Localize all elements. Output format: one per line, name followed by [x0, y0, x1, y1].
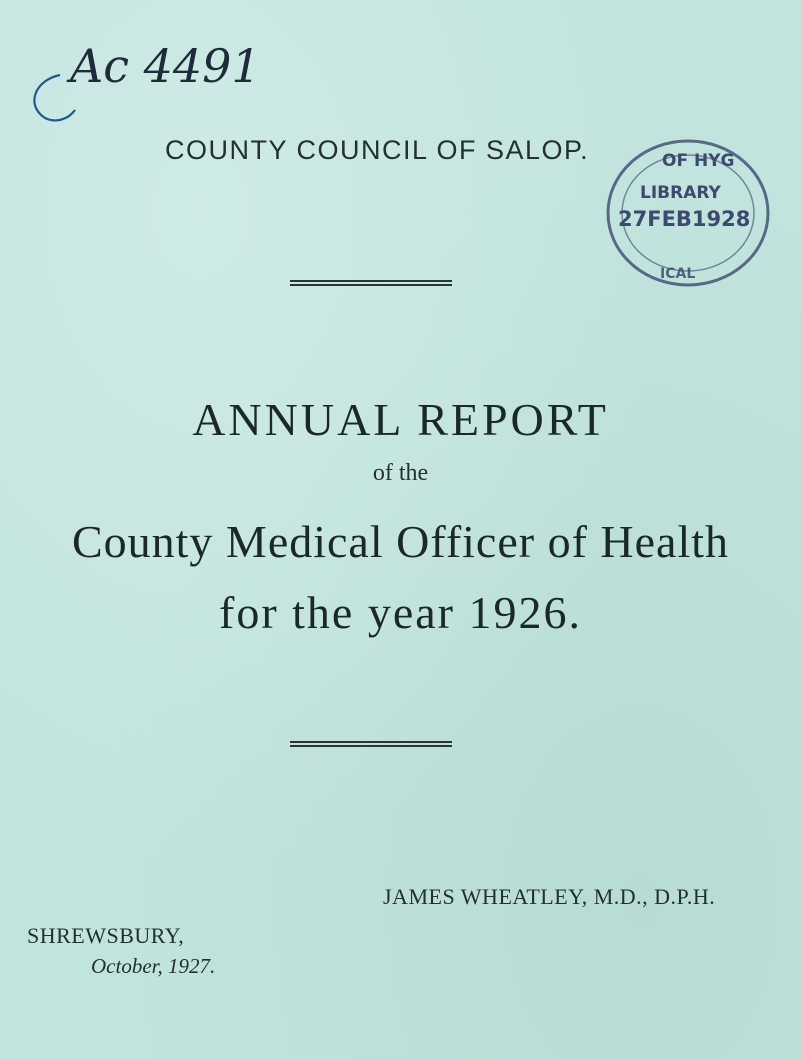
handwritten-text: Ac 4491	[70, 39, 261, 93]
report-period: for the year 1926.	[219, 587, 582, 638]
stamp-ring-bottom: ICAL	[660, 266, 696, 282]
double-rule-top	[290, 280, 452, 286]
double-rule-bottom	[290, 741, 452, 747]
report-title: ANNUAL REPORT	[192, 394, 609, 445]
stamp-date: 27FEB1928	[618, 207, 751, 231]
stamp-label: LIBRARY	[640, 183, 721, 203]
imprint-place: SHREWSBURY,	[27, 923, 185, 948]
stamp-ring-top: OF HYG	[662, 151, 735, 171]
imprint-date: October, 1927.	[91, 954, 216, 978]
council-name: COUNTY COUNCIL OF SALOP.	[165, 135, 590, 165]
handwritten-accession-number	[20, 10, 270, 130]
library-stamp	[600, 128, 780, 298]
report-subject: County Medical Officer of Health	[71, 516, 730, 567]
author-name: JAMES WHEATLEY, M.D., D.P.H.	[383, 884, 716, 909]
title-connector: of the	[372, 460, 429, 486]
